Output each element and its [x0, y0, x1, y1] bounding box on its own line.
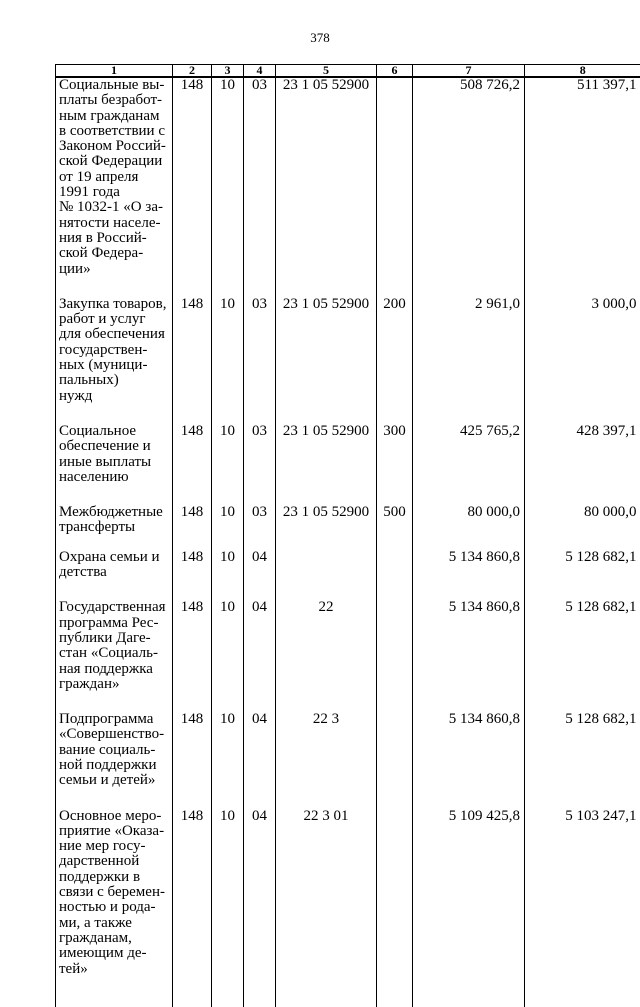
target-article-code [276, 550, 377, 601]
empty-cell [525, 977, 640, 1007]
amount-year-2: 511 397,1 [525, 77, 640, 297]
ministry-code: 148 [173, 809, 212, 977]
amount-year-1: 80 000,0 [413, 505, 525, 550]
subsection-code: 03 [244, 77, 276, 297]
column-header: 3 [212, 65, 244, 78]
row-description: Межбюджетные трансферты [56, 505, 173, 550]
amount-year-1: 508 726,2 [413, 77, 525, 297]
section-code: 10 [212, 424, 244, 505]
row-description: Государственная программа Рес- публики Даге- стан «Социаль- ная поддержка граждан» [56, 600, 173, 712]
target-article-code: 22 3 01 [276, 809, 377, 977]
expense-type-code [377, 712, 413, 808]
ministry-code: 148 [173, 712, 212, 808]
column-header: 8 [525, 65, 640, 78]
row-description: Основное меро- приятие «Оказа- ние мер госу- дарственной поддержки в связи с беремен- ностью и рода- ми, а также гражданам, имеющим де- тей» [56, 809, 173, 977]
subsection-code: 03 [244, 424, 276, 505]
empty-cell [56, 977, 173, 1007]
subsection-code: 04 [244, 712, 276, 808]
budget-table [55, 64, 640, 1007]
empty-cell [377, 977, 413, 1007]
empty-cell [276, 977, 377, 1007]
table-body [56, 77, 640, 1007]
table-row [56, 809, 640, 977]
amount-year-1: 5 134 860,8 [413, 550, 525, 601]
table-row [56, 424, 640, 505]
section-code: 10 [212, 809, 244, 977]
amount-year-1: 5 109 425,8 [413, 809, 525, 977]
column-header: 6 [377, 65, 413, 78]
target-article-code: 22 [276, 600, 377, 712]
amount-year-2: 5 128 682,1 [525, 712, 640, 808]
subsection-code: 04 [244, 600, 276, 712]
empty-cell [413, 977, 525, 1007]
row-description: Охрана семьи и детства [56, 550, 173, 601]
section-code: 10 [212, 550, 244, 601]
ministry-code: 148 [173, 297, 212, 424]
row-description: Социальное обеспечение и иные выплаты населению [56, 424, 173, 505]
row-description: Подпрограмма «Совершенство- вание социаль- ной поддержки семьи и детей» [56, 712, 173, 808]
table-row [56, 712, 640, 808]
section-code: 10 [212, 505, 244, 550]
ministry-code: 148 [173, 600, 212, 712]
subsection-code: 03 [244, 505, 276, 550]
amount-year-2: 428 397,1 [525, 424, 640, 505]
table-header [56, 65, 640, 78]
column-header: 7 [413, 65, 525, 78]
table-row [56, 77, 640, 297]
expense-type-code [377, 600, 413, 712]
ministry-code: 148 [173, 505, 212, 550]
expense-type-code [377, 77, 413, 297]
amount-year-1: 2 961,0 [413, 297, 525, 424]
expense-type-code [377, 809, 413, 977]
expense-type-code: 200 [377, 297, 413, 424]
ministry-code: 148 [173, 550, 212, 601]
target-article-code: 23 1 05 52900 [276, 297, 377, 424]
expense-type-code: 500 [377, 505, 413, 550]
target-article-code: 23 1 05 52900 [276, 77, 377, 297]
target-article-code: 23 1 05 52900 [276, 505, 377, 550]
ministry-code: 148 [173, 77, 212, 297]
amount-year-2: 3 000,0 [525, 297, 640, 424]
subsection-code: 04 [244, 809, 276, 977]
table-row [56, 297, 640, 424]
row-description: Закупка товаров, работ и услуг для обеспечения государствен- ных (муници- пальных) нужд [56, 297, 173, 424]
target-article-code: 22 3 [276, 712, 377, 808]
column-header: 4 [244, 65, 276, 78]
section-code: 10 [212, 77, 244, 297]
page-number: 378 [0, 31, 640, 44]
column-header: 2 [173, 65, 212, 78]
amount-year-2: 80 000,0 [525, 505, 640, 550]
section-code: 10 [212, 600, 244, 712]
amount-year-1: 5 134 860,8 [413, 600, 525, 712]
table-row [56, 600, 640, 712]
empty-cell [212, 977, 244, 1007]
section-code: 10 [212, 297, 244, 424]
expense-type-code: 300 [377, 424, 413, 505]
empty-cell [244, 977, 276, 1007]
row-description: Социальные вы- платы безработ- ным гражданам в соответствии с Законом Россий- ской Федерации от 19 апреля 1991 года № 1032-1 «О за- нятости населе- ния в Россий- ской Федера- ции» [56, 77, 173, 297]
target-article-code: 23 1 05 52900 [276, 424, 377, 505]
empty-cell [173, 977, 212, 1007]
expense-type-code [377, 550, 413, 601]
column-header: 1 [56, 65, 173, 78]
column-header: 5 [276, 65, 377, 78]
ministry-code: 148 [173, 424, 212, 505]
table-filler-row [56, 977, 640, 1007]
amount-year-1: 425 765,2 [413, 424, 525, 505]
section-code: 10 [212, 712, 244, 808]
amount-year-2: 5 103 247,1 [525, 809, 640, 977]
amount-year-2: 5 128 682,1 [525, 600, 640, 712]
subsection-code: 03 [244, 297, 276, 424]
header-row [56, 65, 640, 78]
amount-year-2: 5 128 682,1 [525, 550, 640, 601]
table-row [56, 550, 640, 601]
subsection-code: 04 [244, 550, 276, 601]
amount-year-1: 5 134 860,8 [413, 712, 525, 808]
table-row [56, 505, 640, 550]
